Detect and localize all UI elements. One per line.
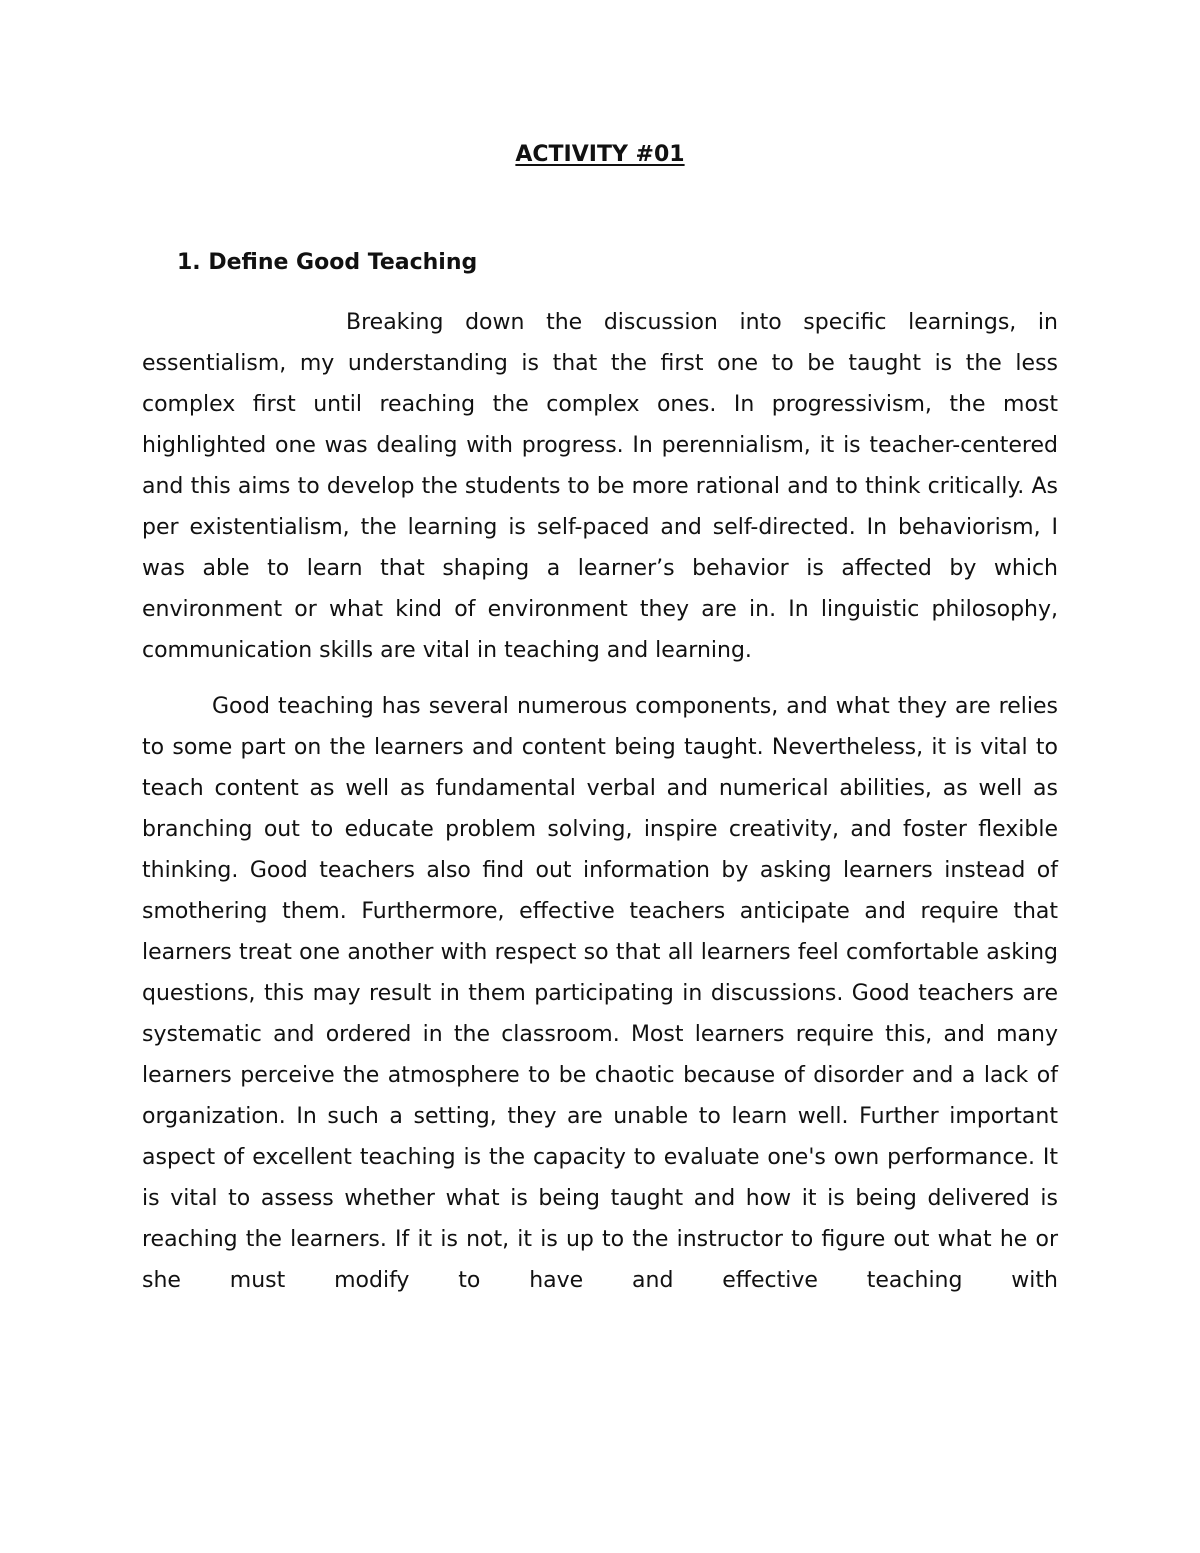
paragraph-1: Breaking down the discussion into specific learnings, in essentialism, my understanding is that the first one to be taught is the less complex first until reaching the complex ones. In progressivism, the most highlighted one was dealing with progress. In perennialism, it is teacher-centered and this aims to develop the students to be more rational and to think critically. As per existentialism, the learning is self-paced and self-directed. In behaviorism, I was able to learn that shaping a learner’s behavior is affected by which environment or what kind of environment they are in. In linguistic philosophy, communication skills are vital in teaching and learning. <box>142 310 1058 663</box>
document-title: ACTIVITY #01 <box>515 142 685 167</box>
section-heading: 1. Define Good Teaching <box>177 250 478 275</box>
paragraph-2: Good teaching has several numerous components, and what they are relies to some part on the learners and content being taught. Nevertheless, it is vital to teach content as well as fundamental verbal and numerical abilities, as well as branching out to educate problem solving, inspire creativity, and foster flexible thinking. Good teachers also find out information by asking learners instead of smothering them. Furthermore, effective teachers anticipate and require that learners treat one another with respect so that all learners feel comfortable asking questions, this may result in them participating in discussions. Good teachers are systematic and ordered in the classroom. Most learners require this, and many learners perceive the atmosphere to be chaotic because of disorder and a lack of organization. In such a setting, they are unable to learn well. Further important aspect of excellent teaching is the capacity to evaluate one's own performance. It is vital to assess whether what is being taught and how it is being delivered is reaching the learners. If it is not, it is up to the instructor to figure out what he or she must modify to have and effective teaching with <box>142 694 1058 1293</box>
